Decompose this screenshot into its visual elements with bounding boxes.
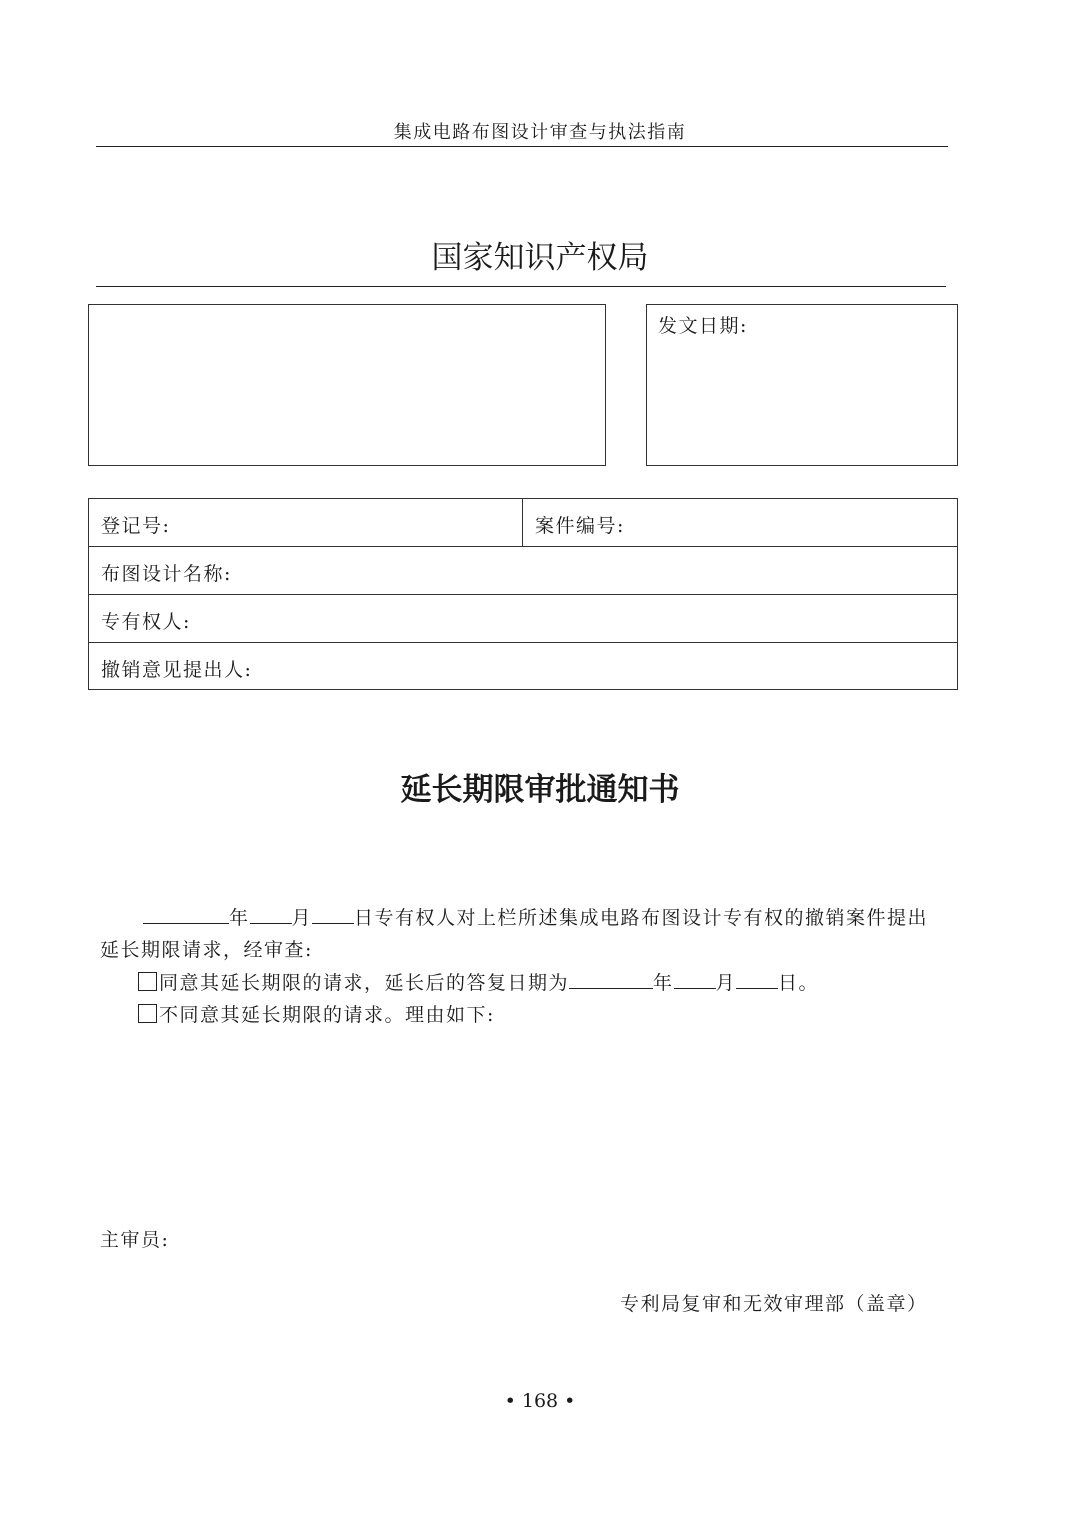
page-number: • 168 • xyxy=(504,1390,576,1412)
notice-title: 延长期限审批通知书 xyxy=(400,772,680,808)
table-row xyxy=(89,595,957,643)
reply-year-blank xyxy=(569,970,653,989)
month-blank xyxy=(250,905,292,924)
address-box xyxy=(88,304,606,466)
body-line-1 xyxy=(143,903,928,930)
issue-date-box xyxy=(646,304,958,466)
revocation-requester-label: 撤销意见提出人: xyxy=(101,659,253,681)
table-row xyxy=(89,643,957,691)
day-blank xyxy=(312,905,354,924)
option-agree xyxy=(138,968,819,995)
year-text: 年 xyxy=(229,907,250,929)
owner-label: 专有权人: xyxy=(101,611,191,633)
body-text: 日专有权人对上栏所述集成电路布图设计专有权的撤销案件提出 xyxy=(354,907,929,929)
agree-checkbox[interactable] xyxy=(138,972,157,991)
year-blank xyxy=(143,905,229,924)
cell-divider xyxy=(522,499,523,546)
reply-month-blank xyxy=(674,970,716,989)
day-text: 日。 xyxy=(778,972,820,994)
running-header: 集成电路布图设计审查与执法指南 xyxy=(393,122,687,143)
examiner-label: 主审员: xyxy=(100,1229,170,1251)
agree-text: 同意其延长期限的请求，延长后的答复日期为 xyxy=(159,972,570,994)
disagree-text: 不同意其延长期限的请求。理由如下: xyxy=(159,1004,495,1026)
year-text: 年 xyxy=(653,972,674,994)
office-title: 国家知识产权局 xyxy=(431,240,649,276)
month-text: 月 xyxy=(291,907,313,929)
reply-day-blank xyxy=(736,970,778,989)
table-row xyxy=(89,499,957,547)
registration-no-label: 登记号: xyxy=(101,515,171,537)
option-disagree xyxy=(138,1000,495,1027)
title-rule xyxy=(96,286,946,287)
body-line-2: 延长期限请求，经审查: xyxy=(100,939,313,961)
case-no-label: 案件编号: xyxy=(535,515,625,537)
header-rule xyxy=(96,146,948,147)
department-seal: 专利局复审和无效审理部（盖章） xyxy=(620,1293,928,1315)
case-info-table xyxy=(88,498,958,690)
design-name-label: 布图设计名称: xyxy=(101,563,232,585)
table-row xyxy=(89,547,957,595)
issue-date-label: 发文日期: xyxy=(658,315,748,337)
disagree-checkbox[interactable] xyxy=(138,1004,157,1023)
month-text: 月 xyxy=(715,972,737,994)
